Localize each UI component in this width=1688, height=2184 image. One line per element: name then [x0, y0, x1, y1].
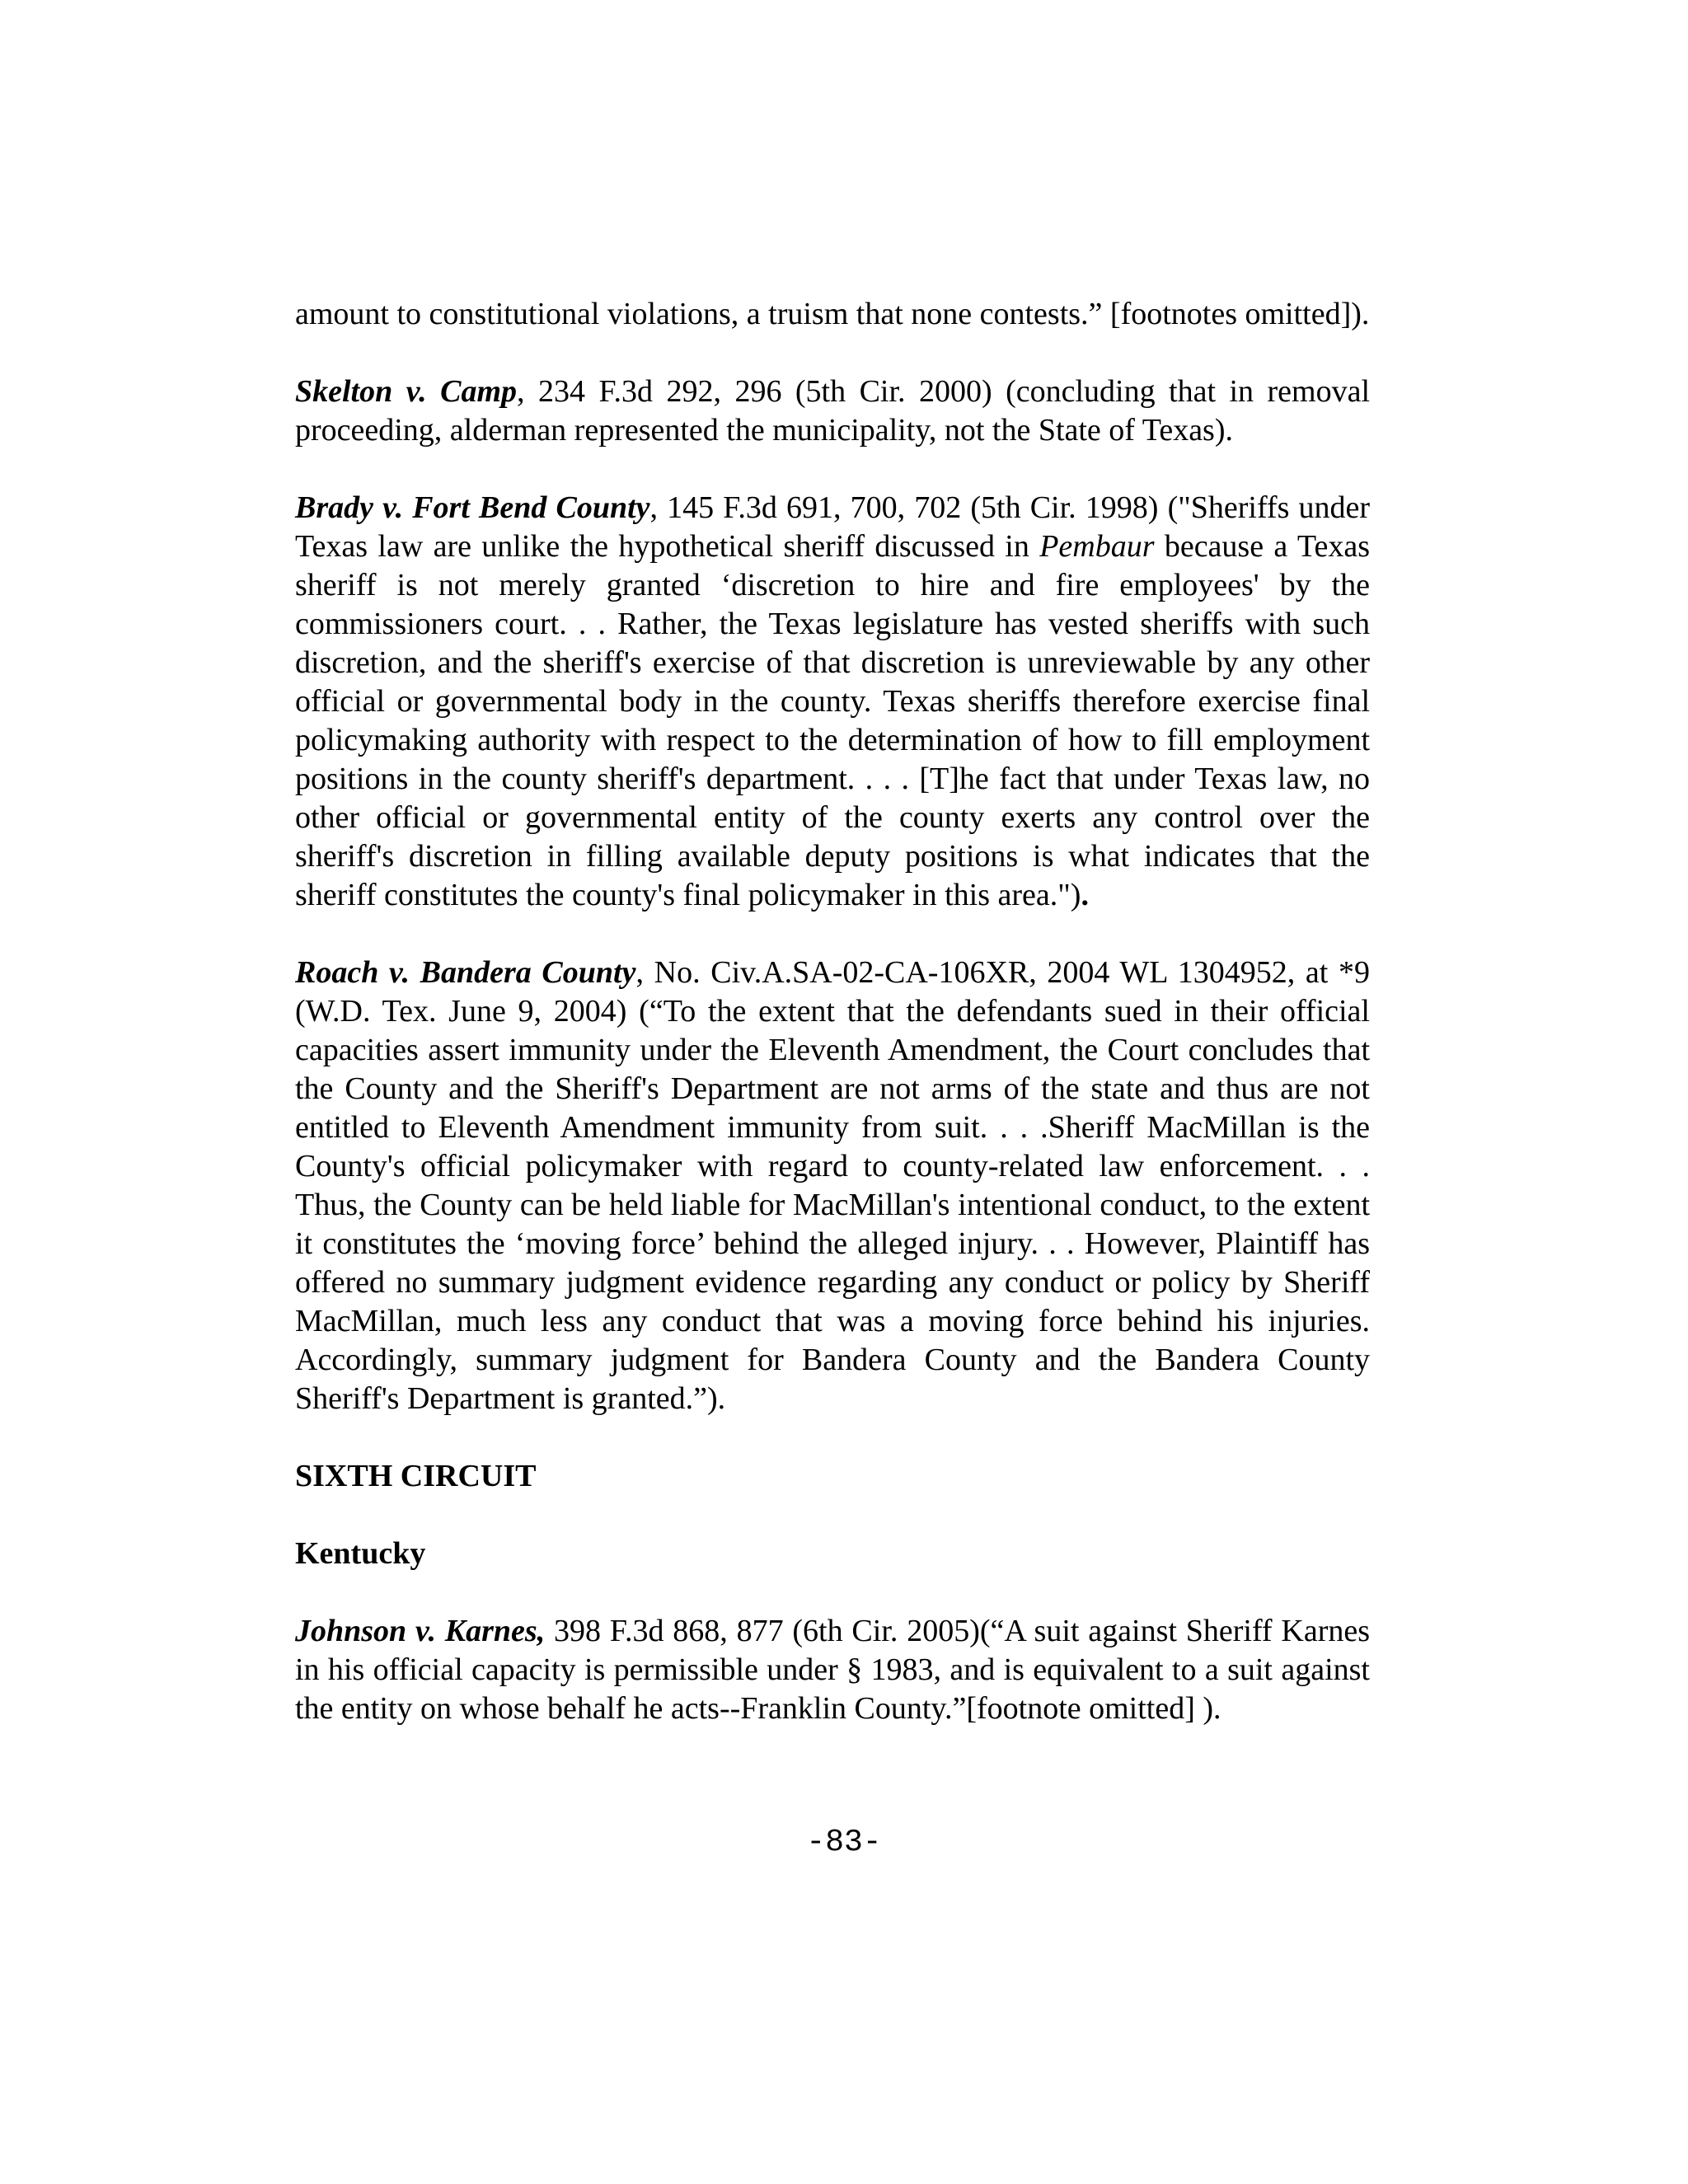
citation-end-period: .: [1081, 878, 1089, 912]
citation-skelton: [295, 373, 1370, 450]
citation-text: 398 F.3d 868, 877 (6th Cir. 2005)(“A suit against Sheriff Karnes in his official capacity is permissible under § 1983, and is equivalent to a suit against the entity on whose behalf he acts--Franklin County.”[footnote omitted] ).: [295, 1614, 1370, 1726]
paragraph-text: amount to constitutional violations, a truism that none contests.” [footnotes omitted]).: [295, 297, 1370, 331]
section-heading-state: Kentucky: [295, 1536, 426, 1571]
page-number: -83-: [806, 1825, 882, 1860]
section-heading-circuit: SIXTH CIRCUIT: [295, 1459, 537, 1493]
citation-text: , No. Civ.A.SA-02-CA-106XR, 2004 WL 1304952, at *9 (W.D. Tex. June 9, 2004) (“To the extent that the defendants sued in their official capacities assert immunity under the Eleventh Amendment, the Court concludes that the County and the Sheriff's Department are not arms of the state and thus are not entitled to Eleventh Amendment immunity from suit. . . .Sheriff MacMillan is the County's official policymaker with regard to county-related law enforcement. . . Thus, the County can be held liable for MacMillan's intentional conduct, to the extent it constitutes the ‘moving force’ behind the alleged injury. . . However, Plaintiff has offered no summary judgment evidence regarding any conduct or policy by Sheriff MacMillan, much less any conduct that was a moving force behind his injuries. Accordingly, summary judgment for Bandera County and the Bandera County Sheriff's Department is granted.”).: [295, 955, 1370, 1416]
citation-brady: [295, 489, 1370, 915]
paragraph-continuation: [295, 295, 1370, 334]
cited-case-reference: Pembaur: [1039, 529, 1155, 564]
citation-text: , 234 F.3d 292, 296 (5th Cir. 2000) (concluding that in removal proceeding, alderman represented the municipality, not the State of Texas).: [295, 374, 1371, 448]
case-name: Skelton v. Camp: [295, 374, 518, 409]
citation-johnson: [295, 1612, 1370, 1728]
citation-roach: [295, 954, 1370, 1418]
case-name: Roach v. Bandera County: [295, 955, 636, 990]
citation-text-continued: because a Texas sheriff is not merely granted ‘discretion to hire and fire employees' by the commissioners court. . . Rather, the Texas legislature has vested sheriffs with such discretion, and the sheriff's exercise of that discretion is unreviewable by any other official or governmental body in the county. Texas sheriffs therefore exercise final policymaking authority with respect to the determination of how to fill employment positions in the county sheriff's department. . . . [T]he fact that under Texas law, no other official or governmental entity of the county exerts any control over the sheriff's discretion in filling available deputy positions is what indicates that the sheriff constitutes the county's final policymaker in this area."): [295, 529, 1370, 912]
citation-text: , 145 F.3d 691, 700, 702 (5th Cir. 1998) ("Sheriffs under Texas law are unlike the hypothetical sheriff discussed in: [295, 490, 1370, 564]
case-name: Brady v. Fort Bend County: [295, 490, 650, 525]
document-body: [295, 295, 1370, 1767]
case-name: Johnson v. Karnes,: [295, 1614, 546, 1648]
